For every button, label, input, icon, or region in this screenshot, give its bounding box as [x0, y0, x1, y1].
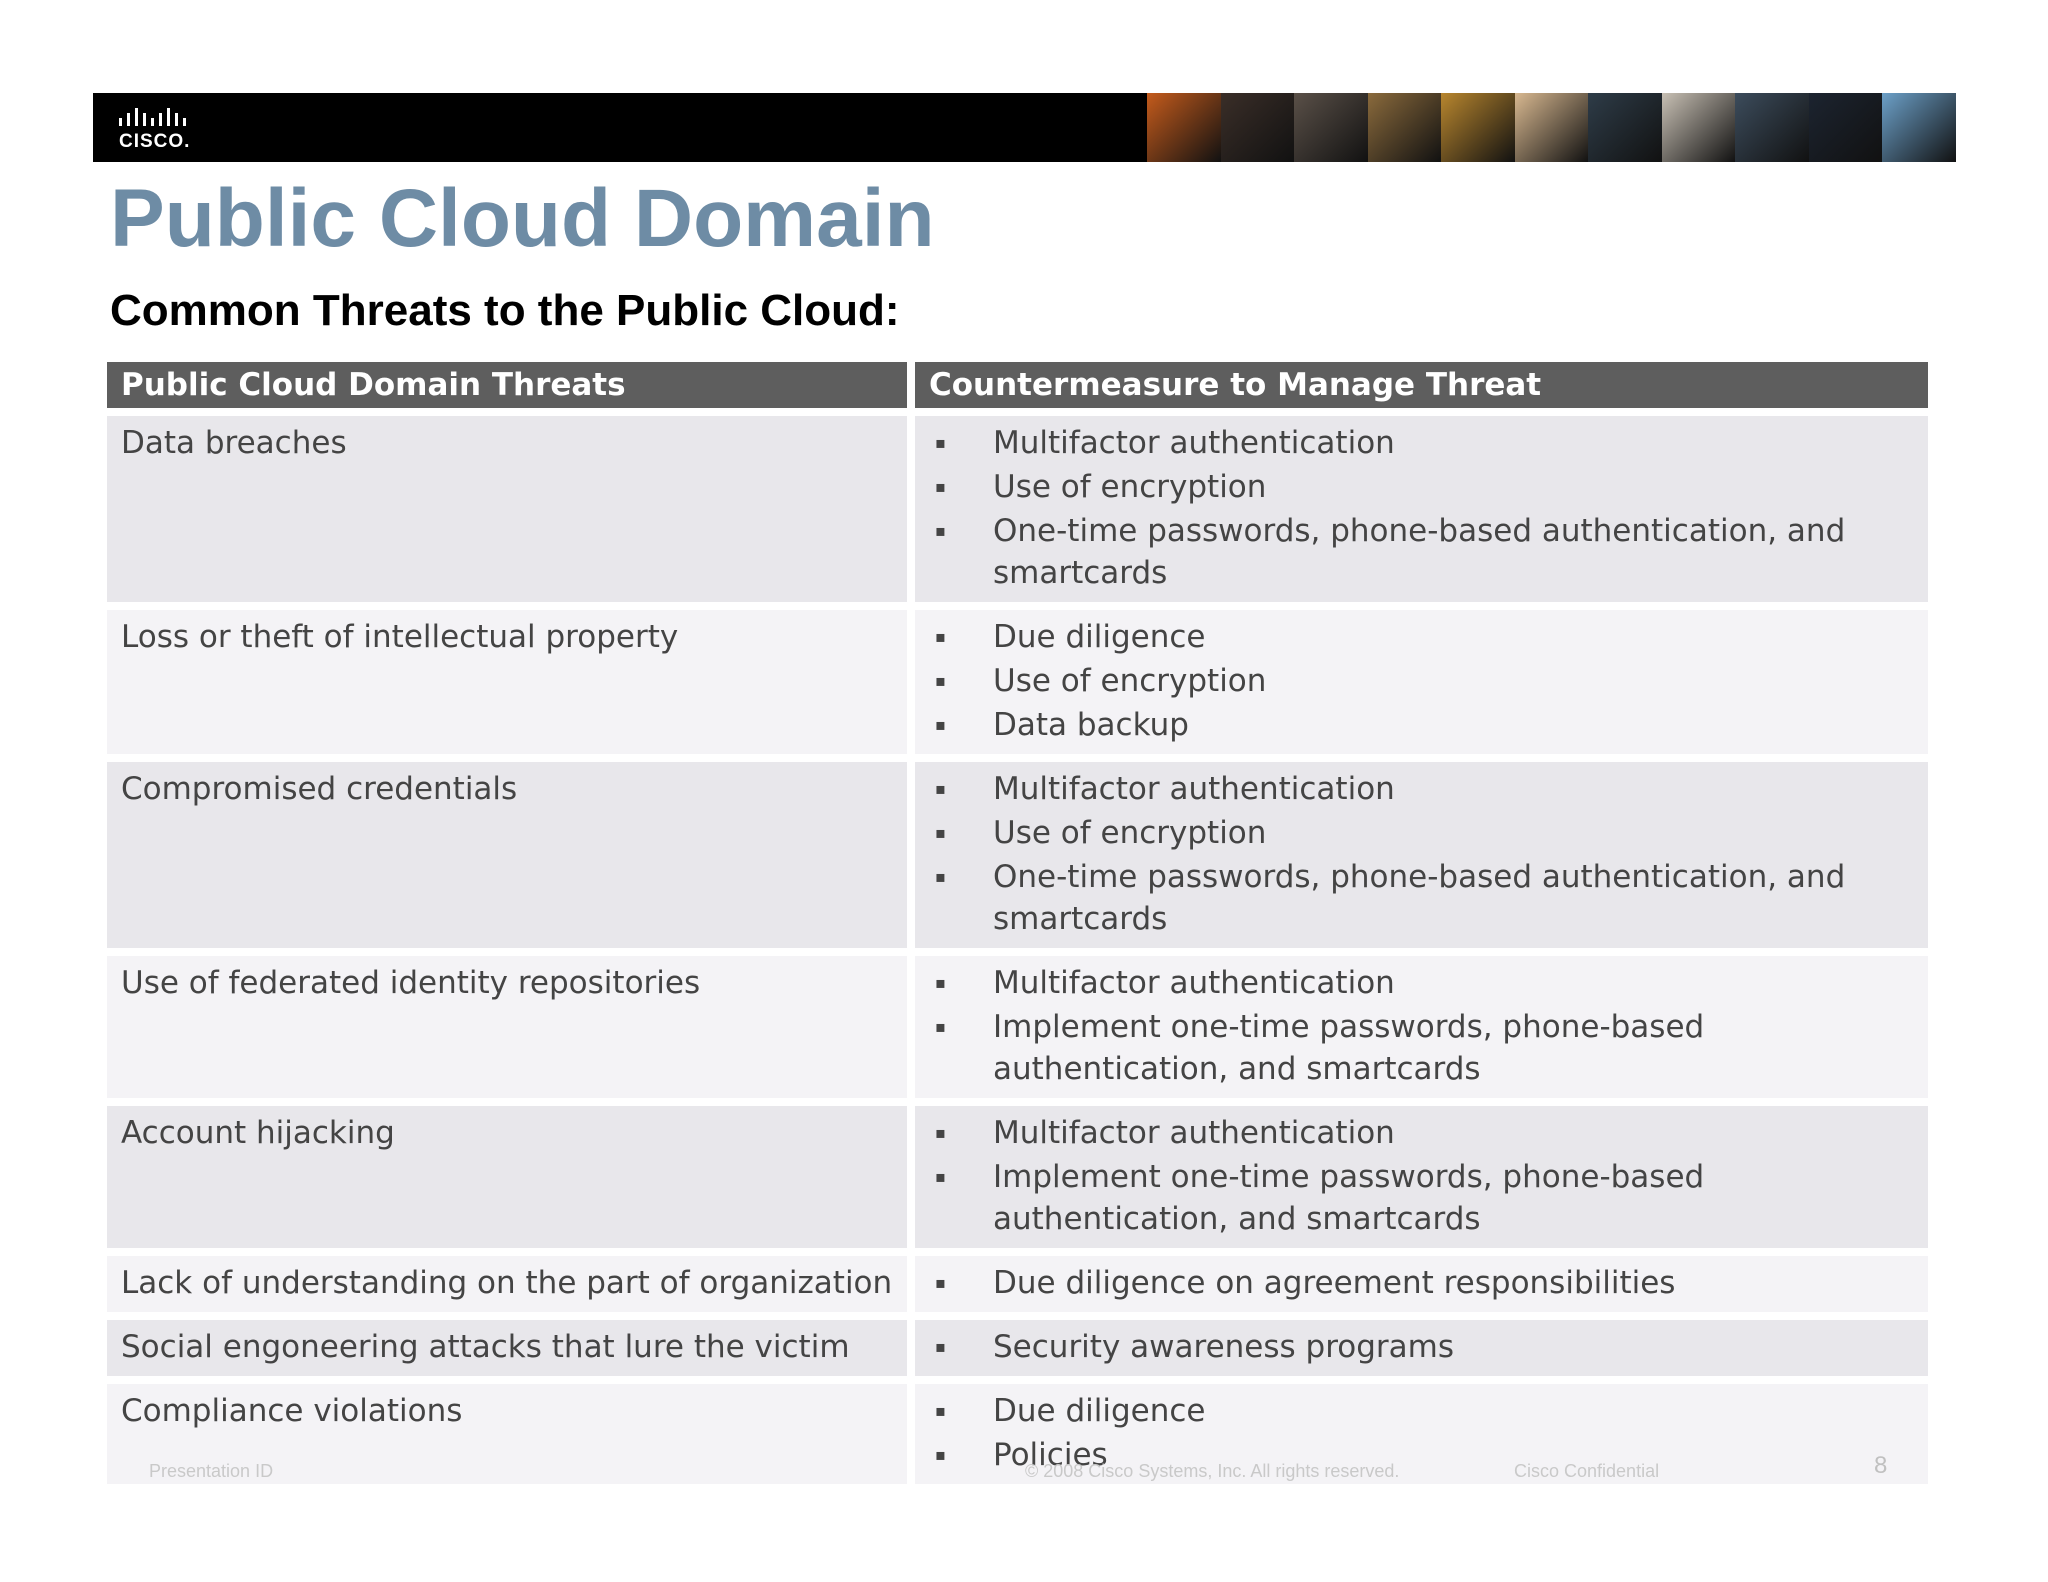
countermeasure-list [929, 616, 1914, 746]
threats-table [107, 354, 1928, 1492]
countermeasure-cell [907, 1320, 1928, 1376]
countermeasure-cell [907, 1106, 1928, 1248]
countermeasure-item: ▪ Use of encryption [929, 660, 1914, 702]
countermeasure-list [929, 422, 1914, 594]
countermeasure-item: ▪ Implement one-time passwords, phone-based authentication, and smartcards [929, 1006, 1914, 1090]
countermeasure-cell [907, 416, 1928, 602]
countermeasure-list [929, 768, 1914, 940]
table-row [107, 610, 1928, 754]
threat-cell: Account hijacking [107, 1106, 907, 1248]
header-photo [1882, 93, 1956, 162]
footer-presentation-id: Presentation ID [149, 1461, 274, 1481]
threat-cell: Compromised credentials [107, 762, 907, 948]
header-photo [1441, 93, 1515, 162]
threat-cell: Compliance violations [107, 1384, 907, 1484]
countermeasure-item: ▪ Use of encryption [929, 466, 1914, 508]
countermeasure-item: ▪ Data backup [929, 704, 1914, 746]
table-row [107, 956, 1928, 1098]
header-photo [1735, 93, 1809, 162]
footer-confidential: Cisco Confidential [1514, 1461, 1660, 1481]
cisco-logo-text: CISCO. [119, 131, 191, 152]
header-photo [1368, 93, 1442, 162]
page-number: 8 [1874, 1452, 1888, 1479]
countermeasure-list [929, 1326, 1914, 1368]
threat-cell: Loss or theft of intellectual property [107, 610, 907, 754]
countermeasure-item: ▪ Due diligence [929, 616, 1914, 658]
header-photo [1147, 93, 1221, 162]
countermeasure-item: ▪ Security awareness programs [929, 1326, 1914, 1368]
countermeasure-cell [907, 610, 1928, 754]
cisco-bars-icon [117, 107, 207, 129]
countermeasure-item: ▪ Multifactor authentication [929, 422, 1914, 464]
countermeasure-item: ▪ Multifactor authentication [929, 768, 1914, 810]
column-header-countermeasures: Countermeasure to Manage Threat [907, 362, 1928, 408]
threat-cell: Use of federated identity repositories [107, 956, 907, 1098]
countermeasure-item: ▪ Implement one-time passwords, phone-based authentication, and smartcards [929, 1156, 1914, 1240]
countermeasure-item: ▪ Multifactor authentication [929, 1112, 1914, 1154]
column-header-threats: Public Cloud Domain Threats [107, 362, 907, 408]
countermeasure-cell [907, 762, 1928, 948]
header-photo [1588, 93, 1662, 162]
photo-strip [1147, 93, 1956, 162]
header-photo [1662, 93, 1736, 162]
countermeasure-cell [907, 956, 1928, 1098]
countermeasure-item: ▪ One-time passwords, phone-based authentication, and smartcards [929, 856, 1914, 940]
table-body [107, 416, 1928, 1484]
cisco-logo [117, 105, 207, 153]
threat-cell: Data breaches [107, 416, 907, 602]
countermeasure-item: ▪ One-time passwords, phone-based authentication, and smartcards [929, 510, 1914, 594]
header-photo [1515, 93, 1589, 162]
page-title: Public Cloud Domain [110, 173, 935, 264]
header-photo [1294, 93, 1368, 162]
countermeasure-list [929, 1262, 1914, 1304]
table-row [107, 1106, 1928, 1248]
countermeasure-item: ▪ Due diligence on agreement responsibilities [929, 1262, 1914, 1304]
countermeasure-cell [907, 1256, 1928, 1312]
threat-cell: Social engoneering attacks that lure the victim [107, 1320, 907, 1376]
countermeasure-list [929, 962, 1914, 1090]
countermeasure-item: ▪ Policies [929, 1434, 1914, 1476]
countermeasure-item: ▪ Multifactor authentication [929, 962, 1914, 1004]
header-banner [93, 93, 1956, 162]
table-header-row [107, 362, 1928, 408]
footer-copyright: © 2008 Cisco Systems, Inc. All rights reserved. [1025, 1461, 1400, 1481]
countermeasure-item: ▪ Due diligence [929, 1390, 1914, 1432]
section-subtitle: Common Threats to the Public Cloud: [110, 286, 900, 335]
table-row [107, 762, 1928, 948]
table-row [107, 1256, 1928, 1312]
table-row [107, 416, 1928, 602]
header-photo [1221, 93, 1295, 162]
table-row [107, 1320, 1928, 1376]
threat-cell: Lack of understanding on the part of organization [107, 1256, 907, 1312]
header-photo [1809, 93, 1883, 162]
countermeasure-list [929, 1112, 1914, 1240]
countermeasure-item: ▪ Use of encryption [929, 812, 1914, 854]
